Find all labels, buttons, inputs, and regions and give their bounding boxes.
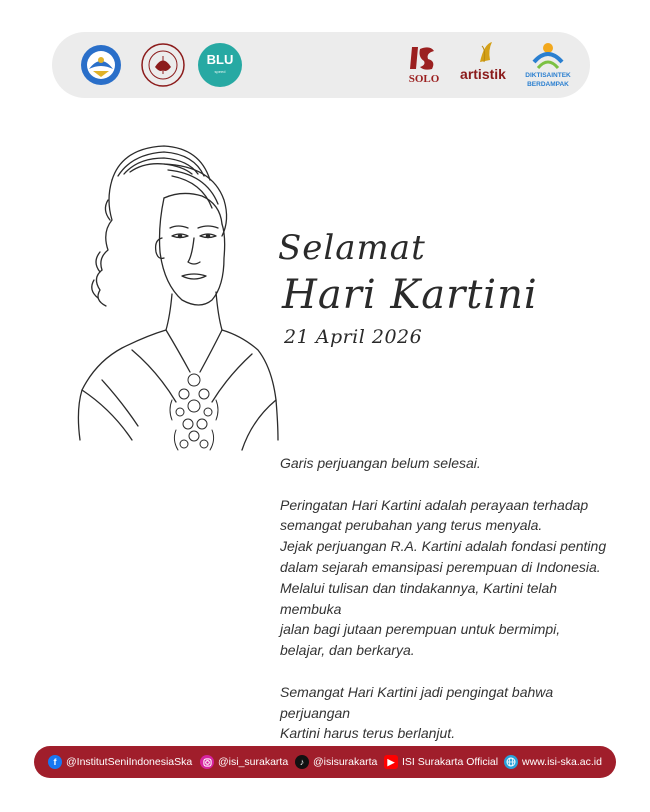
facebook-link[interactable] (48, 746, 192, 778)
instagram-link[interactable] (200, 746, 288, 778)
youtube-icon: ▶ (384, 755, 398, 769)
tiktok-icon: ♪ (295, 755, 309, 769)
globe-icon (504, 755, 518, 769)
facebook-icon: f (48, 755, 62, 769)
blu-logo-subtext: speed (214, 69, 226, 74)
isi-mark-icon (404, 43, 444, 73)
isi-surakarta-seal (140, 42, 186, 88)
artistik-text: artistik (460, 66, 506, 82)
kartini-portrait-illustration (72, 140, 292, 460)
message-line: belajar, dan berkarya. (280, 642, 415, 659)
message-line: dalam sejarah emansipasi perempuan di Indonesia. (280, 558, 601, 575)
instagram-handle: @isi_surakarta (218, 756, 289, 768)
youtube-channel: ISI Surakarta Official (402, 756, 499, 768)
message-line: Melalui tulisan dan tindakannya, Kartini telah membuka (280, 579, 558, 617)
message-line: semangat perubahan yang terus menyala. (280, 517, 543, 534)
blu-logo (197, 42, 243, 88)
website-link[interactable] (504, 746, 602, 778)
instagram-icon (200, 755, 214, 769)
tiktok-link[interactable] (295, 746, 377, 778)
message-body (280, 453, 620, 744)
tiktok-handle: @isisurakarta (313, 756, 378, 768)
message-line: Kartini harus terus berlanjut. (280, 725, 456, 742)
message-line: jalan bagi jutaan perempuan untuk bermimpi, (280, 621, 561, 638)
facebook-handle: @InstitutSeniIndonesiaSka (66, 756, 193, 768)
logo-bar (52, 32, 590, 98)
message-line: Jejak perjuangan R.A. Kartini adalah fondasi penting (280, 538, 607, 555)
diktisaintek-logo (520, 40, 576, 92)
berdampak-text: BERDAMPAK (527, 81, 569, 88)
diktisaintek-text: DIKTISAINTEK (525, 72, 571, 79)
social-footer (34, 746, 616, 778)
blu-logo-text: BLU (206, 52, 234, 67)
greeting-date: 21 April 2026 (284, 326, 423, 348)
greeting-selamat: Selamat (278, 228, 426, 268)
isi-solo-logo (404, 43, 444, 87)
tut-wuri-handayani-logo (79, 43, 123, 87)
artistik-logo (454, 40, 512, 90)
isi-solo-text: SOLO (408, 73, 440, 85)
website-url: www.isi-ska.ac.id (522, 756, 602, 768)
artistik-mark-icon (454, 40, 512, 66)
message-line: Peringatan Hari Kartini adalah perayaan terhadap (280, 496, 589, 513)
greeting-hari-kartini: Hari Kartini (282, 272, 538, 318)
message-line: Garis perjuangan belum selesai. (280, 455, 481, 471)
youtube-link[interactable] (384, 746, 498, 778)
message-line: Semangat Hari Kartini jadi pengingat bahwa perjuangan (280, 683, 554, 721)
diktisaintek-mark-icon (520, 40, 576, 72)
